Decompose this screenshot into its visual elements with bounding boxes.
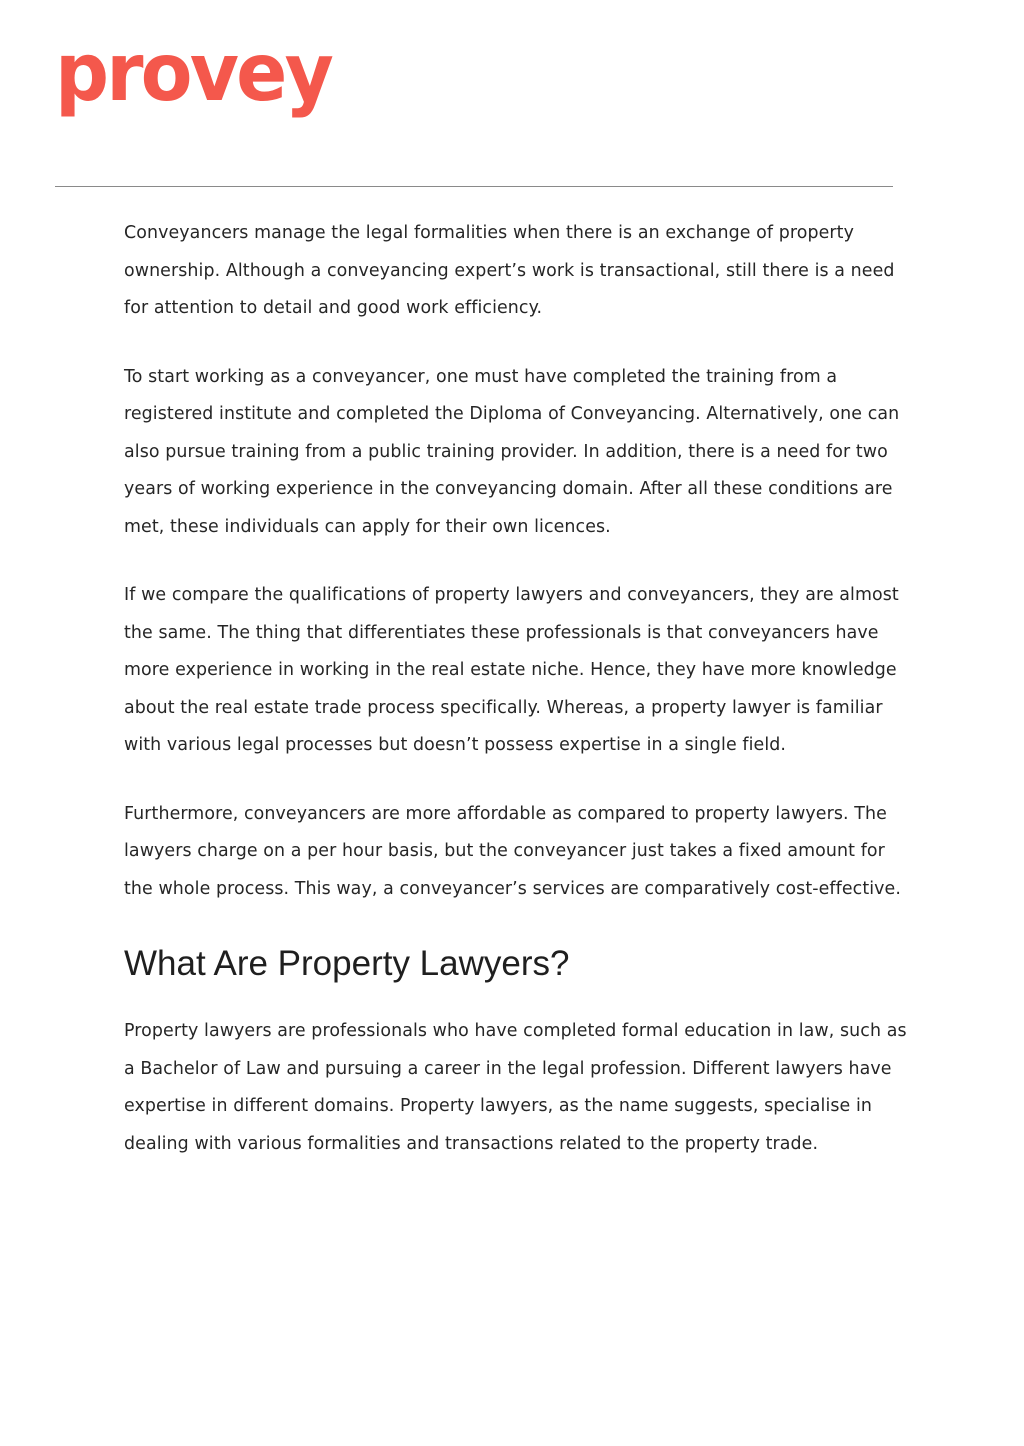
logo-wordmark: provey: [55, 34, 333, 119]
article-paragraph: Property lawyers are professionals who have completed formal education in law, such as a Bachelor of Law and pursuing a career in the legal profession. Different lawyers have expertise in different domains. Property lawyers, as the name suggests, specialise in dealing with various formalities and transactions related to the property trade.: [124, 1021, 907, 1154]
provey-logo[interactable]: [55, 34, 345, 134]
article-paragraph: Furthermore, conveyancers are more affordable as compared to property lawyers. The lawyers charge on a per hour basis, but the conveyancer just takes a fixed amount for the whole process. This way, a conveyancer’s services are comparatively cost-effective.: [124, 803, 901, 899]
article-paragraph: Conveyancers manage the legal formalities when there is an exchange of property ownership. Although a conveyancing expert’s work is transactional, still there is a need for attention to detail and good work efficiency.: [124, 223, 895, 318]
provey-logo-mark: [55, 34, 345, 134]
section-heading: What Are Property Lawyers?: [124, 944, 570, 983]
article-paragraph: If we compare the qualifications of property lawyers and conveyancers, they are almost the same. The thing that differentiates these professionals is that conveyancers have more experience in working in the real estate niche. Hence, they have more knowledge about the real estate trade process specifically. Whereas, a property lawyer is familiar with various legal processes but doesn’t possess expertise in a single field.: [124, 585, 899, 755]
header-divider: [55, 186, 893, 187]
article-body: [124, 215, 914, 1194]
article-paragraph: To start working as a conveyancer, one must have completed the training from a registered institute and completed the Diploma of Conveyancing. Alternatively, one can also pursue training from a public training provider. In addition, there is a need for two years of working experience in the conveyancing domain. After all these conditions are met, these individuals can apply for their own licences.: [124, 366, 900, 537]
